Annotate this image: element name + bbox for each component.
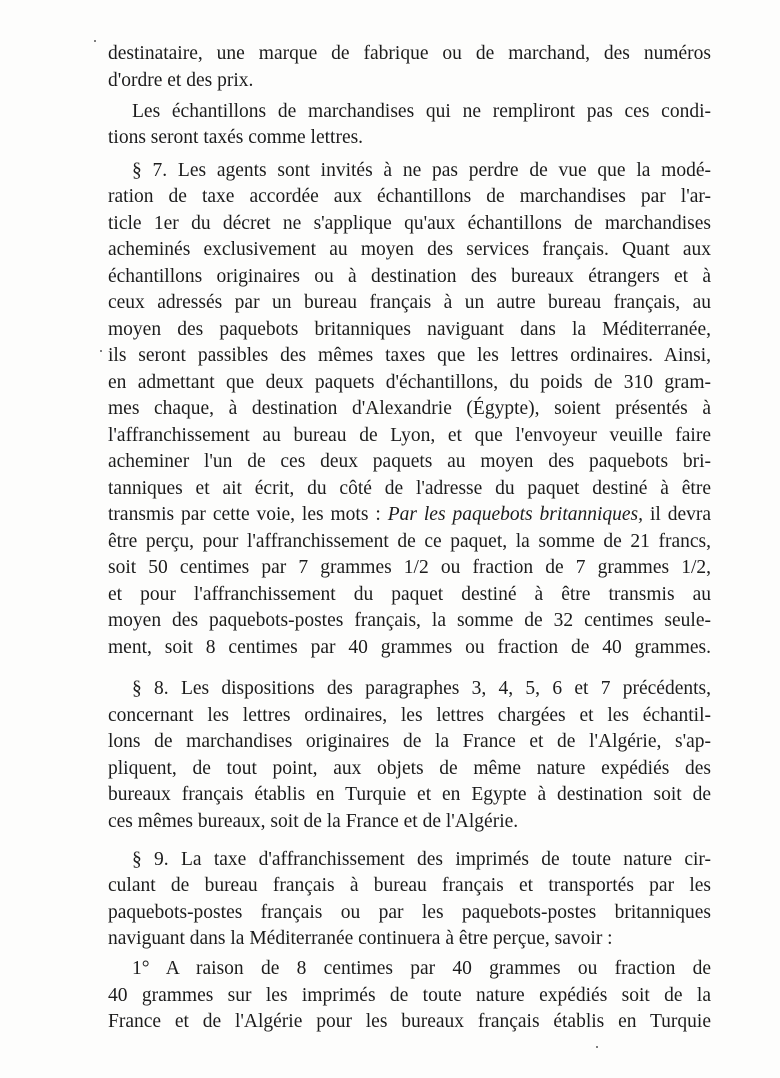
text-line: échantillons originaires ou à destination des bureaux étrangers et à [108,266,711,287]
text-line: et pour l'affranchissement du paquet destiné à être transmis au [108,584,711,605]
text-line: moyen des paquebots-postes français, la somme de 32 centimes seule- [108,610,711,631]
text-line: culant de bureau français à bureau français et transportés par les [108,875,711,896]
numbered-item-line: 1° A raison de 8 centimes par 40 grammes ou fraction de [132,958,711,979]
paragraph-8-heading-line: § 8. Les dispositions des paragraphes 3, 4, 5, 6 et 7 précédents, [132,678,711,699]
text-line: concernant les lettres ordinaires, les lettres chargées et les échantil- [108,705,711,726]
text-line: moyen des paquebots britanniques naviguant dans la Méditerranée, [108,319,711,340]
text-segment: transmis par cette voie, les mots : [108,504,381,525]
text-line: ceux adressés par un bureau français à un autre bureau français, au [108,292,711,313]
text-line: en admettant que deux paquets d'échantillons, du poids de 310 gram- [108,372,711,393]
paragraph-7-heading-line: § 7. Les agents sont invités à ne pas perdre de vue que la modé- [132,160,711,181]
text-line: bureaux français établis en Turquie et en Egypte à destination soit de [108,784,711,805]
text-segment: il devra [649,504,712,525]
text-line: soit 50 centimes par 7 grammes 1/2 ou fraction de 7 grammes 1/2, [108,557,711,578]
text-line: ration de taxe accordée aux échantillons de marchandises par l'ar- [108,186,711,207]
text-line: France et de l'Algérie pour les bureaux français établis en Turquie [108,1011,711,1032]
text-line: Les échantillons de marchandises qui ne rempliront pas ces condi- [132,101,711,122]
text-line: naviguant dans la Méditerranée continuera à être perçue, savoir : [108,928,613,949]
text-line: lons de marchandises originaires de la France et de l'Algérie, s'ap- [108,731,711,752]
text-line: ces mêmes bureaux, soit de la France et de l'Algérie. [108,811,519,832]
text-line-with-italic [108,501,711,529]
text-line: ment, soit 8 centimes par 40 grammes ou fraction de 40 grammes. [108,637,711,658]
italic-phrase: Par les paquebots britanniques, [387,504,644,525]
text-line: l'affranchissement au bureau de Lyon, et que l'envoyeur veuille faire [108,425,711,446]
text-line: mes chaque, à destination d'Alexandrie (Égypte), soient présentés à [108,398,711,419]
scan-speck [94,40,96,42]
text-line: 40 grammes sur les imprimés de toute nature expédiés soit de la [108,985,711,1006]
text-line: pliquent, de tout point, aux objets de même nature expédiés des [108,758,711,779]
text-line: destinataire, une marque de fabrique ou de marchand, des numéros [108,43,711,64]
scan-speck [100,350,102,352]
text-line: ticle 1er du décret ne s'applique qu'aux échantillons de marchandises [108,213,711,234]
text-line: acheminer l'un de ces deux paquets au moyen des paquebots bri- [108,451,711,472]
text-line: d'ordre et des prix. [108,70,254,91]
text-line: être perçu, pour l'affranchissement de ce paquet, la somme de 21 francs, [108,531,711,552]
text-line: tions seront taxés comme lettres. [108,127,364,148]
text-line: ils seront passibles des mêmes taxes que les lettres ordinaires. Ainsi, [108,345,711,366]
text-line: paquebots-postes français ou par les paquebots-postes britanniques [108,902,711,923]
text-line: acheminés exclusivement au moyen des services français. Quant aux [108,239,711,260]
scan-speck [596,1046,598,1048]
text-line: tanniques et ait écrit, du côté de l'adresse du paquet destiné à être [108,478,711,499]
paragraph-9-heading-line: § 9. La taxe d'affranchissement des imprimés de toute nature cir- [132,849,711,870]
